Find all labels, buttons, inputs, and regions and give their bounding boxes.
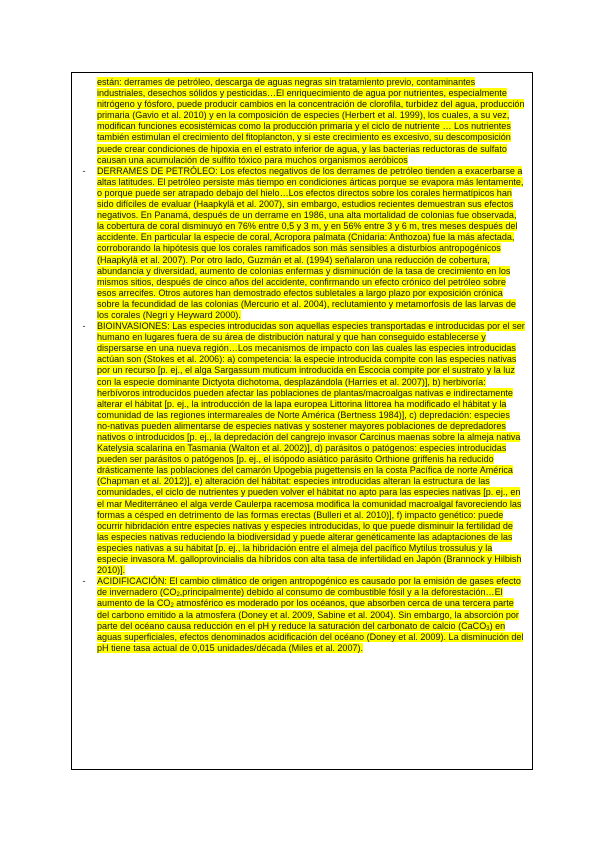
subscript: 3 <box>486 625 490 632</box>
bullet-derrames <box>82 165 525 321</box>
bullet-marker: - <box>82 165 86 176</box>
document-body <box>82 77 525 654</box>
subscript: 2 <box>176 592 180 599</box>
bullet-acidificacion <box>82 576 525 654</box>
bullet-marker: - <box>82 576 86 587</box>
paragraph-text: BIOINVASIONES: Las especies introducidas son aquellas especies transportadas e introducidas por el ser humano en lugares fuera de su área de distribución natural y que han conseguido establecerse y dispersarse en una nueva región…Los mecanismos de impacto con las cuales las especies introducidas actúan son (Stokes et al. 2006): a) competencia: la especie introducida compite con las especies nativas por un recurso [p. ej., el alga Sargassum muticum introducida en Escocia compite por el sustrato y la luz con la especie dominante Dictyota dichotoma, desplazándola (Harries et al. 2007)], b) herbivoría: herbívoros introducidos pueden afectar las poblaciones de plantas/macroalgas nativas e indirectamente alterar el hábitat [p. ej., la introducción de la lapa europea Littorina littorea ha modificado el hábitat y la comunidad de las regiones intermareales de Norte América (Bertness 1984)], c) depredación: especies no-nativas pueden alimentarse de especies nativas y sostener mayores poblaciones de depredadores nativos o introducidos [p. ej., la depredación del cangrejo invasor Carcinus maenas sobre la almeja nativa Katelysia scalarina en Tasmania (Walton et al. 2002)], d) parásitos o patógenos: especies introducidas pueden ser parásitos o patógenos [p. ej., el isópodo asiático parásito Orthione griffenis ha reducido drásticamente las poblaciones del camarón Upogebia pugettensis en la costa Pacífica de norte América (Chapman et al. 2012)], e) alteración del hábitat: especies introducidas alteran la estructura de las comunidades, el ciclo de nutrientes y pueden volver el hábitat no apto para las especies nativas [p. ej., en el mar Mediterráneo el alga verde Caulerpa racemosa modifica la comunidad macroalgal favoreciendo las formas a césped en detrimento de las formas erectas (Bulleri et al. 2010)], f) impacto genético: puede ocurrir hibridación entre especies nativas y especies introducidas, lo que puede disminuir la fertilidad de las especies nativas reduciendo la biodiversidad y puede alterar genéticamente las adaptaciones de las especies nativas a su hábitat [p. ej., la hibridación entre el almeja del pacífico Mytilus trossulus y la especie invasora M. galloprovincialis da híbridos con alta tasa de infertilidad en Japón (Brannock y Hilbish 2010)]. <box>97 321 525 576</box>
text-run: ,principalmente) debido al consumo de combustible fósil y a la deforestación…El aumento de la CO <box>97 587 503 609</box>
paragraph-text: DERRAMES DE PETRÓLEO: Los efectos negativos de los derrames de petróleo tienden a exacerbarse a altas latitudes. El petróleo persiste más tiempo en condiciones árticas porque se evapora más lentamente, o porque puede ser atrapado debajo del hielo…Los efectos directos sobre los corales hermatípicos han sido difíciles de evaluar (Haapkylä et al. 2007), sin embargo, estudios recientes demuestran sus efectos negativos. En Panamá, después de un derrame en 1986, una alta mortalidad de colonias fue observada, la cobertura de coral disminuyó en 76% entre 0,5 y 3 m, y en 56% entre 3 y 6 m, tres meses después del accidente. En particular la especie de coral, Acropora palmata (Cnidaria: Anthozoa) fue la más afectada, corroborando la hipótesis que los corales ramificados son más sensibles a disturbios antropogénicos (Haapkylä et al. 2007). Por otro lado, Guzmán et al. (1994) señalaron una reducción de cobertura, abundancia y diversidad, aumento de colonias enfermas y disminución de la tasa de crecimiento en los mismos sitios, después de cinco años del accidente, confirmando un efecto crónico del petróleo sobre esos arrecifes. Otros autores han demostrado efectos subletales a largo plazo por exposición crónica sobre la fecundidad de las colonias (Mercurio et al. 2004), reclutamiento y metamorfosis de las larvas de los corales (Negri y Heyward 2000). <box>97 165 524 320</box>
text-run: ACIDIFICACIÓN: El cambio climático de origen antropogénico es causado por la emisión de gases efecto de invernadero (CO <box>97 576 521 598</box>
paragraph-intro <box>97 77 525 166</box>
paragraph-text: están: derrames de petróleo, descarga de aguas negras sin tratamiento previo, contaminantes industriales, desechos sólidos y pesticidas…El enriquecimiento de agua por nutrientes, especialmente nitrógeno y fósforo, puede producir cambios en la concentración de clorofila, turbidez del agua, producción primaria (Gavio et al. 2010) y en la composición de especies (Herbert et al. 1999), los cuales, a su vez, modifican funciones ecosistémicas como la producción primaria y el ciclo de nutriente … Los nutrientes también estimulan el crecimiento del fitoplancton, y si este crecimiento es excesivo, su descomposición puede crear condiciones de hipoxia en el estrato inferior de agua, y las bacterias reductoras de sulfato causan una acumulación de sulfito tóxico para muchos organismos aeróbicos <box>97 77 525 165</box>
text-run: ) en aguas superficiales, efectos denominados acidificación del océano (Doney et al. 2009). La disminución del pH tiene tasa actual de 0,015 unidades/década (Miles et al. 2007). <box>97 620 524 653</box>
bullet-marker: - <box>82 321 86 332</box>
bullet-bioinvasiones <box>82 321 525 576</box>
paragraph-text <box>97 576 523 653</box>
text-run: atmosférico es moderado por los océanos, que absorben cerca de una tercera parte del carbono emitido a la atmosfera (Doney et al. 2009, Sabine et al. 2004). Sin embargo, la absorción por parte del océano causa reducción en el pH y reduce la saturación del carbonato de calcio (CaCO <box>97 598 519 631</box>
subscript: 2 <box>170 603 174 610</box>
